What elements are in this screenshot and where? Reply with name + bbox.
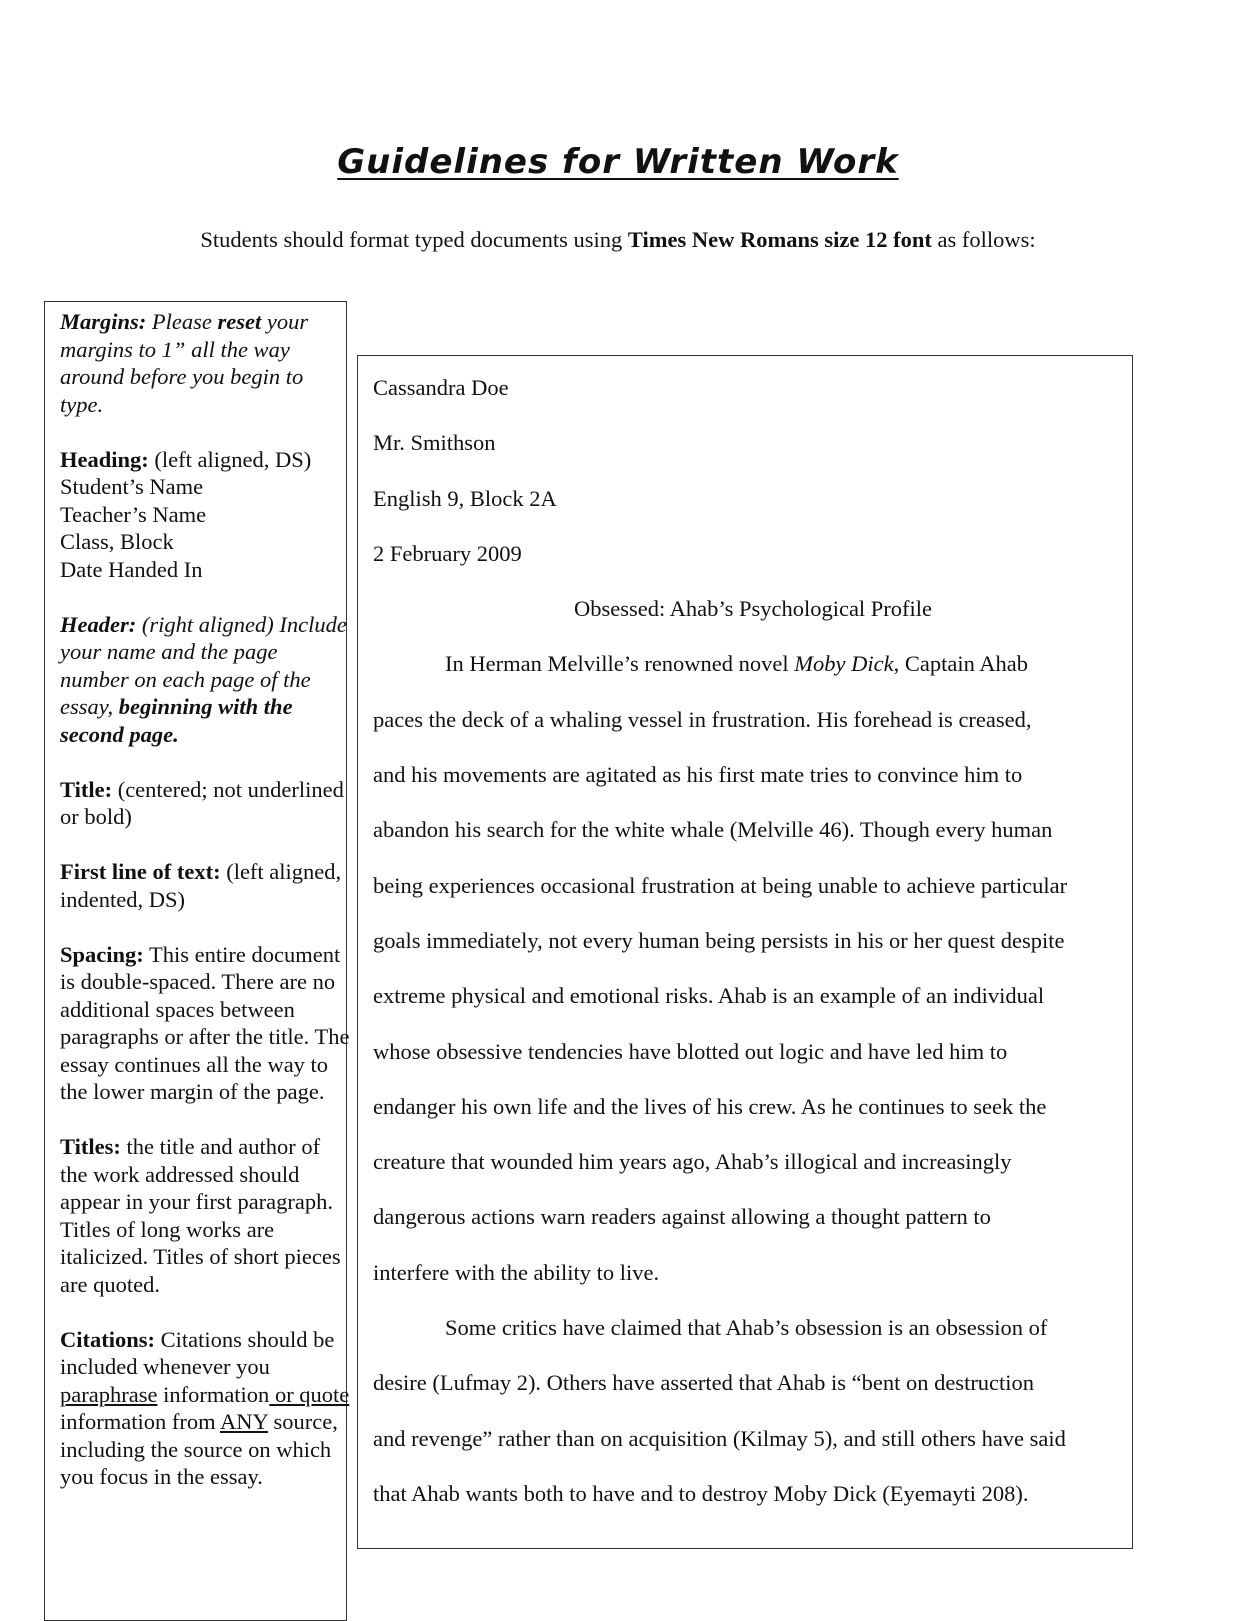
heading-item: Class, Block bbox=[60, 529, 174, 554]
page-title: Guidelines for Written Work bbox=[337, 142, 899, 182]
essay-paragraph-line: extreme physical and emotional risks. Ahab is an example of an individual bbox=[373, 983, 1045, 1009]
essay-teacher-name: Mr. Smithson bbox=[373, 430, 496, 456]
sample-essay bbox=[373, 360, 1133, 1521]
intro-text bbox=[190, 226, 1046, 254]
heading-item: Teacher’s Name bbox=[60, 501, 207, 527]
essay-paragraph-line: interfere with the ability to live. bbox=[373, 1259, 660, 1285]
essay-paragraph-line: whose obsessive tendencies have blotted out logic and have led him to bbox=[373, 1038, 1008, 1064]
guideline-label: First line of text: bbox=[60, 859, 221, 884]
essay-paragraph-line: and his movements are agitated as his first mate tries to convince him to bbox=[373, 762, 1023, 788]
intro-font-spec: Times New Romans size 12 font bbox=[627, 227, 932, 252]
guideline-margins bbox=[60, 308, 350, 418]
intro-before: Students should format typed documents using bbox=[200, 227, 628, 252]
guideline-underlined: or quote bbox=[269, 1381, 350, 1407]
guideline-text: This entire document is double-spaced. There are no additional spaces between paragraphs or after the title. The essay continues all the way to the lower margin of the page. bbox=[60, 941, 350, 1104]
guideline-emphasis: beginning with the second page. bbox=[60, 694, 293, 747]
guideline-first-line bbox=[60, 858, 350, 913]
guideline-heading bbox=[60, 446, 350, 584]
essay-paragraph-line: Some critics have claimed that Ahab’s obsession is an obsession of bbox=[445, 1315, 1048, 1341]
guideline-text: (left aligned, DS) bbox=[148, 446, 312, 472]
guideline-label: Titles: bbox=[60, 1134, 121, 1159]
guideline-text: the title and author of the work addressed should appear in your first paragraph. Titles of long works are italicized. Titles of short pieces are quoted. bbox=[60, 1134, 341, 1297]
guideline-label: Spacing: bbox=[60, 941, 144, 967]
essay-text: , Captain Ahab bbox=[893, 651, 1028, 677]
intro-after: as follows: bbox=[931, 227, 1036, 252]
essay-class-block: English 9, Block 2A bbox=[373, 485, 557, 511]
guideline-spacing bbox=[60, 941, 350, 1106]
guideline-header bbox=[60, 611, 350, 749]
essay-book-title: Moby Dick bbox=[794, 651, 894, 677]
guidelines-list bbox=[60, 308, 350, 1518]
guideline-label: Header: bbox=[60, 611, 137, 637]
guideline-text: (left aligned, indented, DS) bbox=[60, 859, 342, 912]
essay-paragraph-line: that Ahab wants both to have and to destroy Moby Dick (Eyemayti 208). bbox=[373, 1480, 1029, 1506]
guideline-text: (right aligned) Include your name and the page number on each page of the essay, bbox=[60, 611, 347, 719]
guideline-label: Margins: bbox=[60, 309, 147, 334]
guideline-text: Citations should be included whenever you bbox=[60, 1326, 335, 1379]
guideline-text: information from bbox=[60, 1409, 220, 1434]
guideline-underlined: paraphrase bbox=[60, 1381, 158, 1407]
heading-item: Student’s Name bbox=[60, 474, 204, 499]
guideline-label: Title: bbox=[60, 776, 113, 802]
guideline-citations bbox=[60, 1326, 350, 1491]
essay-paragraph-line: creature that wounded him years ago, Ahab’s illogical and increasingly bbox=[373, 1149, 1012, 1175]
guideline-underlined: ANY bbox=[219, 1409, 268, 1434]
guideline-text: Please bbox=[146, 309, 218, 334]
essay-paragraph-line: endanger his own life and the lives of his crew. As he continues to seek the bbox=[373, 1093, 1047, 1119]
essay-paragraph-line: abandon his search for the white whale (Melville 46). Though every human bbox=[373, 817, 1053, 843]
guideline-titles bbox=[60, 1133, 350, 1298]
heading-item: Date Handed In bbox=[60, 556, 203, 582]
essay-paragraph-line: dangerous actions warn readers against allowing a thought pattern to bbox=[373, 1204, 991, 1230]
guideline-text: information bbox=[157, 1381, 270, 1407]
guideline-emphasis: reset bbox=[217, 309, 262, 334]
guideline-label: Heading: bbox=[60, 446, 149, 472]
essay-text: In Herman Melville’s renowned novel bbox=[445, 651, 795, 677]
essay-title: Obsessed: Ahab’s Psychological Profile bbox=[573, 596, 933, 622]
essay-paragraph-line: desire (Lufmay 2). Others have asserted that Ahab is “bent on destruction bbox=[373, 1370, 1035, 1396]
essay-paragraph-line: and revenge” rather than on acquisition (Kilmay 5), and still others have said bbox=[373, 1425, 1066, 1451]
essay-student-name: Cassandra Doe bbox=[373, 375, 509, 400]
guideline-text: source, including the source on which you focus in the essay. bbox=[60, 1409, 338, 1489]
guideline-text: (centered; not underlined or bold) bbox=[60, 776, 344, 829]
guideline-title bbox=[60, 776, 350, 831]
essay-paragraph-line bbox=[373, 636, 1133, 691]
guideline-text: your margins to 1” all the way around before you begin to type. bbox=[60, 309, 309, 417]
essay-paragraph-line: paces the deck of a whaling vessel in frustration. His forehead is creased, bbox=[373, 706, 1032, 732]
essay-paragraph-line: being experiences occasional frustration at being unable to achieve particular bbox=[373, 872, 1068, 898]
guideline-label: Citations: bbox=[60, 1326, 155, 1352]
essay-paragraph-line: goals immediately, not every human being persists in his or her quest despite bbox=[373, 927, 1065, 953]
essay-date: 2 February 2009 bbox=[373, 540, 522, 566]
